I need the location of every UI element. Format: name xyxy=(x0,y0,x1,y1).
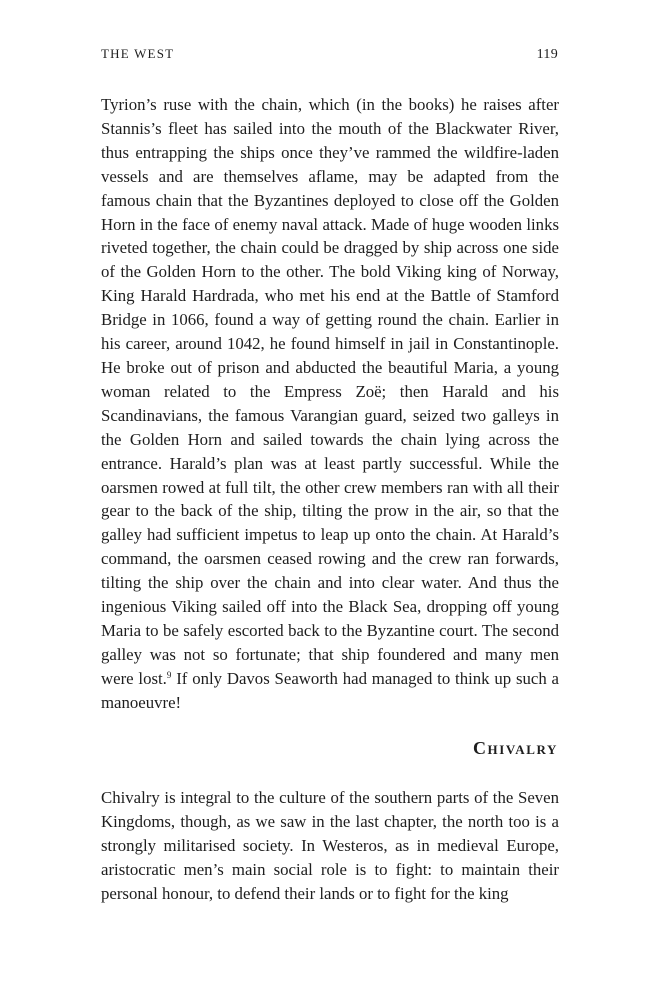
running-title: THE WEST xyxy=(101,46,175,61)
body-paragraph xyxy=(101,786,559,906)
footnote-reference[interactable]: 9 xyxy=(166,669,172,680)
page-number: 119 xyxy=(536,47,558,62)
body-paragraph xyxy=(101,93,559,715)
paragraph-text: Tyrion’s ruse with the chain, which (in the books) he raises after Stannis’s fleet has sailed into the mouth of the Blackwater River, thus entrapping the ships once they’ve rammed the wildfire-laden vessels and are themselves aflame, may be adapted from the famous chain that the Byzantines deployed to close off the Golden Horn in the face of enemy naval attack. Made of huge wooden links riveted together, the chain could be dragged by ship across one side of the Golden Horn to the other. The bold Viking king of Norway, King Harald Hardrada, who met his end at the Battle of Stamford Bridge in 1066, found a way of getting round the chain. Earlier in his career, around 1042, he found himself in jail in Constantinople. He broke out of prison and abducted the beautiful Maria, a young woman related to the Empress Zoë; then Harald and his Scandinavians, the famous Varangian guard, seized two galleys in the Golden Horn and sailed towards the chain lying across the entrance. Harald’s plan was at least partly successful. While the oarsmen rowed at full tilt, the other crew members ran with all their gear to the back of the ship, tilting the prow in the air, so that the galley had sufficient impetus to leap up onto the chain. At Harald’s command, the oarsmen ceased rowing and the crew ran forwards, tilting the ship over the chain and into clear water. And thus the ingenious Viking sailed off into the Black Sea, dropping off young Maria to be safely escorted back to the Byzantine court. The second galley was not so fortunate; that ship foundered and many men were lost. xyxy=(101,95,559,688)
paragraph-text-tail: If only Davos Seaworth had managed to think up such a manoeuvre! xyxy=(101,668,559,712)
section-heading: Chivalry xyxy=(472,738,558,758)
running-head xyxy=(101,46,558,66)
paragraph-text: Chivalry is integral to the culture of the southern parts of the Seven Kingdoms, though, as we saw in the last chapter, the north too is a strongly militarised society. In Westeros, as in medieval Europe, aristocratic men’s main social role is to fight: to maintain their personal honour, to defend their lands or to fight for the king xyxy=(101,788,559,903)
